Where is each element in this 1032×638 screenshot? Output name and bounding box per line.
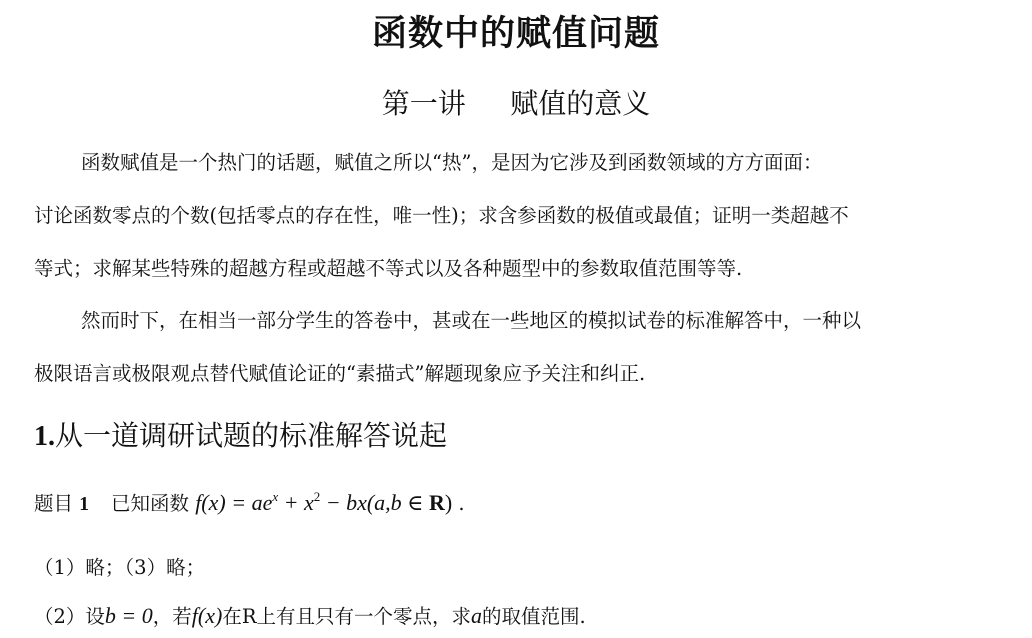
formula-mid: + x — [278, 490, 314, 515]
section-heading — [34, 414, 447, 454]
section-title: 从一道调研试题的标准解答说起 — [55, 419, 448, 452]
problem-label-number: 1 — [79, 494, 89, 515]
formula-lhs: f(x) = ae — [195, 490, 273, 515]
paragraph-line: 函数赋值是一个热门的话题，赋值之所以“热”，是因为它涉及到函数领域的方方面面： — [81, 151, 823, 174]
item2-function: f(x) — [191, 603, 223, 628]
formula-exponent-x: x — [272, 489, 279, 504]
problem-label-text: 题目 — [34, 492, 74, 515]
item2-mid1: ，若 — [152, 605, 192, 628]
paragraph-line: 等式；求解某些特殊的超越方程或超越不等式以及各种题型中的参数取值范围等等. — [34, 257, 743, 280]
formula-real-set: R — [428, 490, 445, 515]
item2-end: 的取值范围. — [482, 605, 586, 628]
sub-question-1-3: （1）略；（3）略； — [34, 556, 206, 579]
paragraph-line: 极限语言或极限观点替代赋值论证的“素描式”解题现象应予关注和纠正. — [34, 362, 646, 385]
section-number: 1. — [34, 421, 55, 452]
problem-statement — [34, 488, 465, 516]
lecture-subtitle: 第一讲 赋值的意义 — [381, 87, 651, 120]
item2-condition: b = 0 — [104, 603, 153, 628]
formula-period: . — [452, 492, 465, 515]
problem-label — [34, 492, 89, 515]
sub-question-2 — [34, 601, 586, 629]
function-formula — [195, 490, 452, 515]
formula-end: ) — [444, 490, 453, 515]
intro-paragraph — [34, 136, 1024, 295]
item2-mid2: 在R上有且只有一个零点，求 — [222, 605, 472, 628]
formula-rhs: − bx(a,b ∈ — [320, 490, 429, 515]
paragraph-line: 然而时下，在相当一部分学生的答卷中，甚或在一些地区的模拟试卷的标准解答中，一种以 — [81, 309, 862, 332]
item2-prefix: （2）设 — [34, 605, 105, 628]
problem-intro: 已知函数 — [110, 492, 189, 515]
item2-variable-a: a — [471, 603, 483, 628]
document-title: 函数中的赋值问题 — [371, 14, 660, 54]
concern-paragraph — [34, 294, 1024, 400]
formula-exponent-2: 2 — [313, 489, 321, 504]
paragraph-line: 讨论函数零点的个数(包括零点的存在性，唯一性)；求含参函数的极值或最值；证明一类超越不 — [34, 204, 849, 227]
